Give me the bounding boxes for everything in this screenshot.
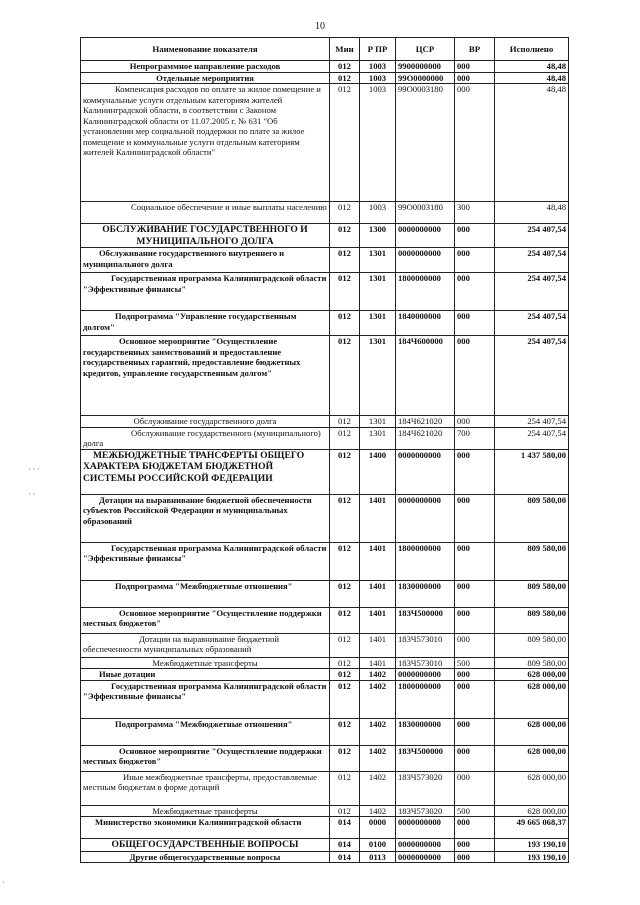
row-vr: 000 xyxy=(455,542,495,580)
row-rpr: 0000 xyxy=(360,817,396,839)
row-name: Непрограммное направление расходов xyxy=(81,61,330,73)
row-vr: 000 xyxy=(455,771,495,805)
budget-table xyxy=(80,37,569,863)
row-vr: 000 xyxy=(455,336,495,416)
table-row xyxy=(81,669,569,681)
row-name: МЕЖБЮДЖЕТНЫЕ ТРАНСФЕРТЫ ОБЩЕГО ХАРАКТЕРА БЮДЖЕТАМ БЮДЖЕТНОЙ СИСТЕМЫ РОССИЙСКОЙ ФЕДЕРАЦИИ xyxy=(81,449,330,494)
row-csr: 183Ч573010 xyxy=(396,657,455,669)
table-row xyxy=(81,745,569,771)
row-vr: 000 xyxy=(455,745,495,771)
row-done: 48,48 xyxy=(495,61,569,73)
row-done: 809 580,00 xyxy=(495,494,569,542)
row-vr: 000 xyxy=(455,580,495,607)
row-min: 012 xyxy=(330,248,360,273)
row-csr: 99O0003180 xyxy=(396,84,455,202)
row-done: 48,48 xyxy=(495,84,569,202)
row-csr: 184Ч600000 xyxy=(396,336,455,416)
row-vr: 000 xyxy=(455,224,495,248)
row-rpr: 1402 xyxy=(360,771,396,805)
row-rpr: 1301 xyxy=(360,273,396,311)
row-min: 012 xyxy=(330,580,360,607)
row-rpr: 1401 xyxy=(360,542,396,580)
row-vr: 000 xyxy=(455,72,495,84)
table-row xyxy=(81,336,569,416)
row-done: 628 000,00 xyxy=(495,771,569,805)
table-row xyxy=(81,449,569,494)
row-min: 012 xyxy=(330,202,360,224)
row-min: 012 xyxy=(330,745,360,771)
table-row xyxy=(81,273,569,311)
row-csr: 0000000000 xyxy=(396,248,455,273)
margin-dots: · · xyxy=(28,490,36,499)
row-csr: 0000000000 xyxy=(396,669,455,681)
table-body xyxy=(81,61,569,863)
row-done: 628 000,00 xyxy=(495,680,569,718)
row-min: 012 xyxy=(330,669,360,681)
row-name: Государственная программа Калининградской области "Эффективные финансы" xyxy=(81,680,330,718)
table-header-row xyxy=(81,38,569,61)
row-vr: 000 xyxy=(455,718,495,745)
row-rpr: 0113 xyxy=(360,851,396,863)
row-done: 809 580,00 xyxy=(495,580,569,607)
row-csr: 183Ч500000 xyxy=(396,745,455,771)
row-min: 012 xyxy=(330,336,360,416)
row-done: 628 000,00 xyxy=(495,669,569,681)
row-min: 012 xyxy=(330,680,360,718)
row-name: ОБЩЕГОСУДАРСТВЕННЫЕ ВОПРОСЫ xyxy=(81,839,330,852)
row-csr: 1800000000 xyxy=(396,680,455,718)
row-vr: 000 xyxy=(455,61,495,73)
row-vr: 500 xyxy=(455,657,495,669)
header-done: Исполнено xyxy=(495,38,569,61)
row-vr: 700 xyxy=(455,427,495,449)
row-name: Иные дотации xyxy=(81,669,330,681)
row-vr: 000 xyxy=(455,273,495,311)
table-row xyxy=(81,202,569,224)
row-name: Обслуживание государственного внутреннего и муниципального долга xyxy=(81,248,330,273)
row-csr: 1830000000 xyxy=(396,718,455,745)
row-name: Обслуживание государственного (муниципального) долга xyxy=(81,427,330,449)
row-done: 193 190,10 xyxy=(495,851,569,863)
row-min: 012 xyxy=(330,494,360,542)
row-rpr: 1401 xyxy=(360,657,396,669)
row-rpr: 1301 xyxy=(360,336,396,416)
row-vr: 000 xyxy=(455,680,495,718)
row-vr: 000 xyxy=(455,851,495,863)
row-min: 014 xyxy=(330,839,360,852)
row-rpr: 1402 xyxy=(360,669,396,681)
row-name: ОБСЛУЖИВАНИЕ ГОСУДАРСТВЕННОГО И МУНИЦИПАЛЬНОГО ДОЛГА xyxy=(81,224,330,248)
row-csr: 183Ч500000 xyxy=(396,607,455,633)
row-name: Подпрограмма "Межбюджетные отношения" xyxy=(81,580,330,607)
row-min: 014 xyxy=(330,817,360,839)
row-rpr: 1003 xyxy=(360,61,396,73)
row-name: Социальное обеспечение и иные выплаты населению xyxy=(81,202,330,224)
row-rpr: 1402 xyxy=(360,718,396,745)
row-vr: 000 xyxy=(455,607,495,633)
row-rpr: 1301 xyxy=(360,311,396,336)
table-row xyxy=(81,311,569,336)
row-name: Межбюджетные трансферты xyxy=(81,657,330,669)
row-min: 012 xyxy=(330,273,360,311)
row-min: 012 xyxy=(330,542,360,580)
row-done: 48,48 xyxy=(495,202,569,224)
row-rpr: 1003 xyxy=(360,84,396,202)
margin-dots: · xyxy=(2,878,5,887)
row-name: Компенсация расходов по оплате за жилое помещение и коммунальные услуги отдельным категориям жителей Калининградской области, в соответствии с Законом Калининградской области от 11.07.2005 г. № 631 "Об установлении мер социальной поддержки по плате за жилое помещение и коммунальные услуги отдельным категориям жителей Калининградской области" xyxy=(81,84,330,202)
table-row xyxy=(81,542,569,580)
row-rpr: 1400 xyxy=(360,449,396,494)
row-done: 49 665 068,37 xyxy=(495,817,569,839)
table-row xyxy=(81,427,569,449)
row-rpr: 1401 xyxy=(360,633,396,657)
page-number: 10 xyxy=(315,21,325,32)
row-csr: 1800000000 xyxy=(396,542,455,580)
row-csr: 0000000000 xyxy=(396,851,455,863)
row-rpr: 1301 xyxy=(360,416,396,428)
row-done: 809 580,00 xyxy=(495,542,569,580)
row-vr: 000 xyxy=(455,633,495,657)
row-csr: 1830000000 xyxy=(396,580,455,607)
row-name: Иные межбюджетные трансферты, предоставляемые местным бюджетам в форме дотаций xyxy=(81,771,330,805)
row-min: 012 xyxy=(330,427,360,449)
row-name: Другие общегосударственные вопросы xyxy=(81,851,330,863)
row-csr: 0000000000 xyxy=(396,494,455,542)
row-csr: 183Ч573020 xyxy=(396,805,455,817)
row-rpr: 1301 xyxy=(360,427,396,449)
row-rpr: 1401 xyxy=(360,580,396,607)
row-csr: 184Ч621020 xyxy=(396,416,455,428)
row-min: 014 xyxy=(330,851,360,863)
header-min: Мин xyxy=(330,38,360,61)
row-rpr: 1402 xyxy=(360,680,396,718)
row-rpr: 0100 xyxy=(360,839,396,852)
row-min: 012 xyxy=(330,449,360,494)
row-vr: 300 xyxy=(455,202,495,224)
row-done: 193 190,10 xyxy=(495,839,569,852)
row-done: 809 580,00 xyxy=(495,633,569,657)
row-name: Подпрограмма "Управление государственным долгом" xyxy=(81,311,330,336)
table-row xyxy=(81,607,569,633)
row-csr: 183Ч573020 xyxy=(396,771,455,805)
row-rpr: 1401 xyxy=(360,494,396,542)
row-vr: 000 xyxy=(455,839,495,852)
row-csr: 183Ч573010 xyxy=(396,633,455,657)
row-rpr: 1402 xyxy=(360,745,396,771)
row-csr: 99O0000000 xyxy=(396,72,455,84)
row-name: Государственная программа Калининградской области "Эффективные финансы" xyxy=(81,542,330,580)
row-csr: 1840000000 xyxy=(396,311,455,336)
row-min: 012 xyxy=(330,718,360,745)
table-row xyxy=(81,72,569,84)
row-rpr: 1003 xyxy=(360,72,396,84)
header-csr: ЦСР xyxy=(396,38,455,61)
row-csr: 0000000000 xyxy=(396,224,455,248)
row-vr: 000 xyxy=(455,669,495,681)
row-name: Дотации на выравнивание бюджетной обеспеченности субъектов Российской Федерации и муниципальных образований xyxy=(81,494,330,542)
row-min: 012 xyxy=(330,72,360,84)
row-min: 012 xyxy=(330,657,360,669)
margin-dots: · · · xyxy=(28,465,40,474)
row-min: 012 xyxy=(330,84,360,202)
row-name: Дотации на выравнивание бюджетной обеспеченности муниципальных образований xyxy=(81,633,330,657)
row-csr: 99O0003180 xyxy=(396,202,455,224)
row-vr: 500 xyxy=(455,805,495,817)
row-done: 628 000,00 xyxy=(495,718,569,745)
row-done: 254 407,54 xyxy=(495,416,569,428)
table-row xyxy=(81,851,569,863)
row-csr: 0000000000 xyxy=(396,449,455,494)
table-row xyxy=(81,680,569,718)
header-name: Наименование показателя xyxy=(81,38,330,61)
table-row xyxy=(81,224,569,248)
header-vr: ВР xyxy=(455,38,495,61)
row-done: 628 000,00 xyxy=(495,805,569,817)
row-done: 254 407,54 xyxy=(495,273,569,311)
table-row xyxy=(81,817,569,839)
row-done: 48,48 xyxy=(495,72,569,84)
table-row xyxy=(81,718,569,745)
row-name: Основное мероприятие "Осуществление государственных заимствований и предоставление государственных гарантий, предоставление бюджетных кредитов, управление государственным долгом" xyxy=(81,336,330,416)
row-vr: 000 xyxy=(455,817,495,839)
row-min: 012 xyxy=(330,61,360,73)
row-vr: 000 xyxy=(455,494,495,542)
table-row xyxy=(81,84,569,202)
row-done: 254 407,54 xyxy=(495,311,569,336)
row-vr: 000 xyxy=(455,416,495,428)
row-name: Межбюджетные трансферты xyxy=(81,805,330,817)
row-csr: 184Ч621020 xyxy=(396,427,455,449)
row-done: 1 437 580,00 xyxy=(495,449,569,494)
row-rpr: 1003 xyxy=(360,202,396,224)
row-vr: 000 xyxy=(455,311,495,336)
row-vr: 000 xyxy=(455,248,495,273)
table-row xyxy=(81,633,569,657)
row-min: 012 xyxy=(330,633,360,657)
table-row xyxy=(81,248,569,273)
row-name: Основное мероприятие "Осуществление поддержки местных бюджетов" xyxy=(81,607,330,633)
row-min: 012 xyxy=(330,607,360,633)
table-row xyxy=(81,580,569,607)
row-rpr: 1301 xyxy=(360,248,396,273)
table-row xyxy=(81,61,569,73)
row-done: 254 407,54 xyxy=(495,248,569,273)
row-rpr: 1401 xyxy=(360,607,396,633)
row-done: 809 580,00 xyxy=(495,607,569,633)
row-min: 012 xyxy=(330,311,360,336)
row-done: 254 407,54 xyxy=(495,224,569,248)
row-name: Основное мероприятие "Осуществление поддержки местных бюджетов" xyxy=(81,745,330,771)
table-row xyxy=(81,805,569,817)
row-min: 012 xyxy=(330,224,360,248)
row-name: Отдельные мероприятия xyxy=(81,72,330,84)
table-row xyxy=(81,494,569,542)
row-vr: 000 xyxy=(455,449,495,494)
header-rpr: Р ПР xyxy=(360,38,396,61)
table-row xyxy=(81,839,569,852)
row-csr: 9900000000 xyxy=(396,61,455,73)
row-done: 254 407,54 xyxy=(495,427,569,449)
row-name: Обслуживание государственного долга xyxy=(81,416,330,428)
row-min: 012 xyxy=(330,805,360,817)
row-name: Подпрограмма "Межбюджетные отношения" xyxy=(81,718,330,745)
row-csr: 1800000000 xyxy=(396,273,455,311)
row-done: 809 580,00 xyxy=(495,657,569,669)
row-min: 012 xyxy=(330,416,360,428)
table-row xyxy=(81,416,569,428)
row-rpr: 1402 xyxy=(360,805,396,817)
row-csr: 0000000000 xyxy=(396,839,455,852)
row-min: 012 xyxy=(330,771,360,805)
row-vr: 000 xyxy=(455,84,495,202)
row-csr: 0000000000 xyxy=(396,817,455,839)
row-rpr: 1300 xyxy=(360,224,396,248)
row-name: Государственная программа Калининградской области "Эффективные финансы" xyxy=(81,273,330,311)
row-done: 254 407,54 xyxy=(495,336,569,416)
row-name: Министерство экономики Калининградской области xyxy=(81,817,330,839)
table-row xyxy=(81,771,569,805)
table-row xyxy=(81,657,569,669)
row-done: 628 000,00 xyxy=(495,745,569,771)
